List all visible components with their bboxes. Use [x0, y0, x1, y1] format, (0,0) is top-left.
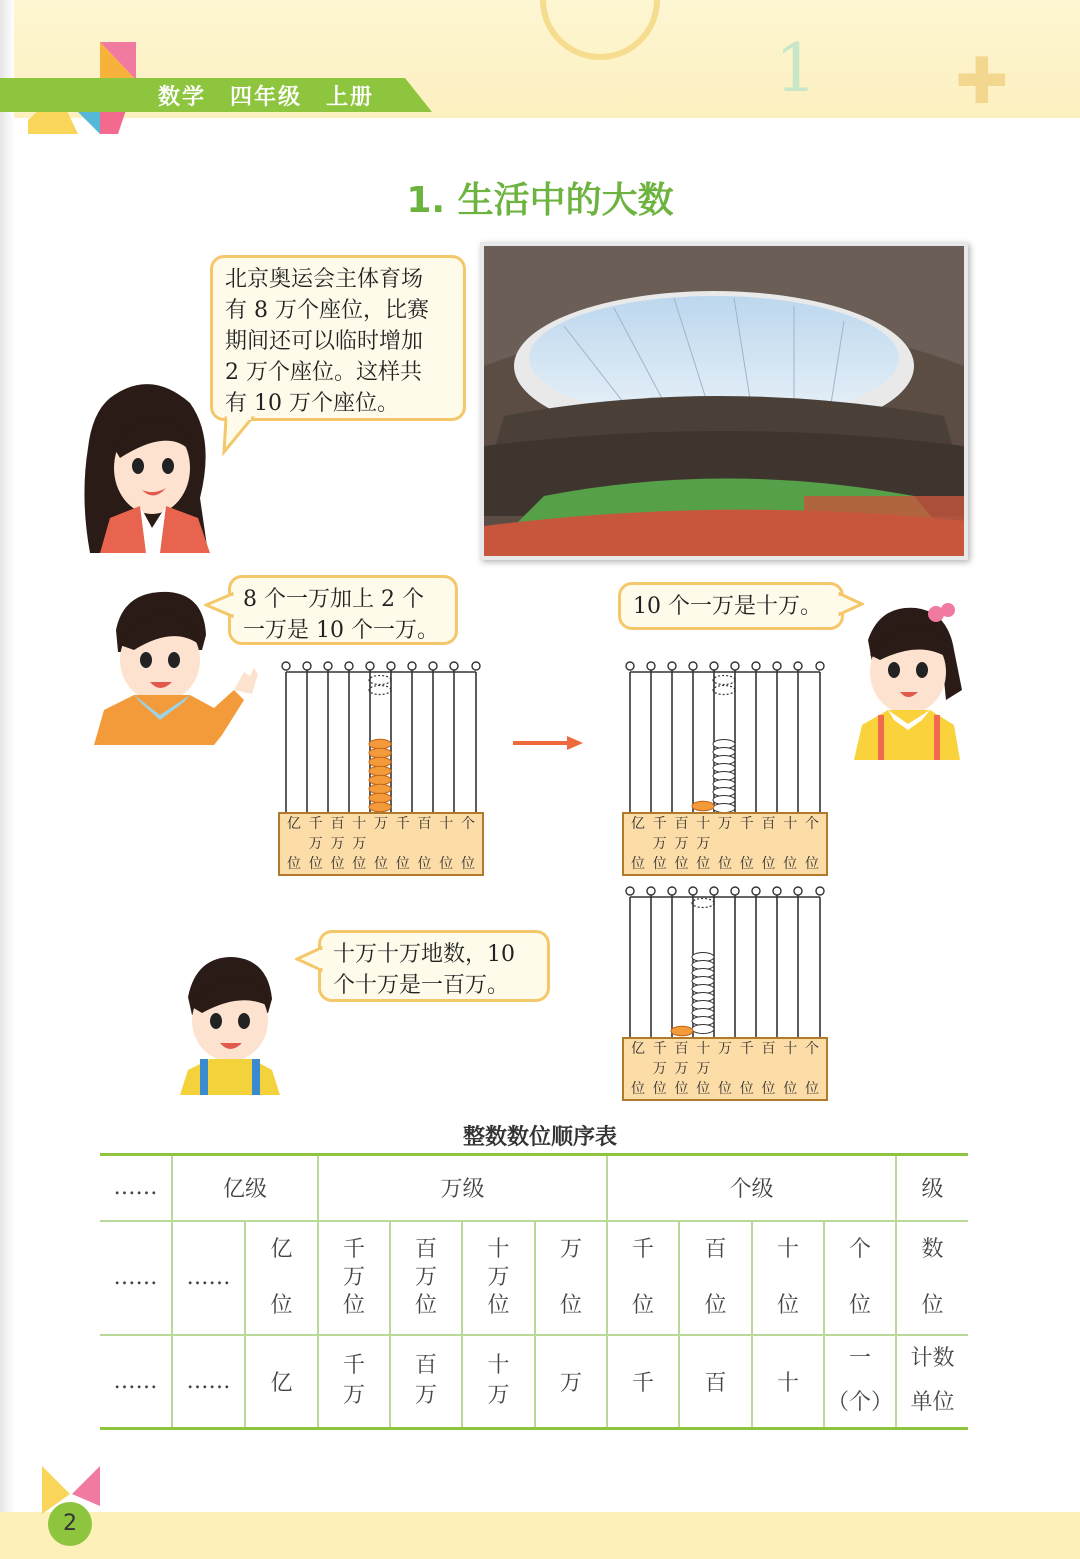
teacher-illustration	[80, 378, 225, 553]
table-cell-baiwan-unit: 百 万	[390, 1335, 462, 1429]
table-cell-qianwan-place: 千 万 位	[318, 1221, 390, 1335]
table-cell-qian-unit: 千	[607, 1335, 679, 1429]
arrow-right-icon	[513, 735, 583, 751]
table-cell-wan-level: 万级	[318, 1155, 607, 1221]
abacus-label-bai: 百 位	[417, 816, 432, 872]
number-one-decoration: 1	[775, 30, 817, 107]
abacus-label-wan: 万 位	[718, 816, 732, 872]
table-cell: ……	[172, 1335, 245, 1429]
abacus-label-shiwan: 十 万 位	[696, 816, 711, 872]
abacus-3	[622, 885, 828, 1101]
abacus-label-qianwan: 千 万 位	[308, 816, 323, 872]
girl-speech-bubble	[618, 582, 844, 630]
abacus-labels	[622, 814, 828, 874]
table-cell-wan-unit: 万	[535, 1335, 607, 1429]
page-number: 2	[48, 1502, 92, 1546]
abacus-label-bai: 百 位	[761, 816, 776, 872]
abacus-label-yi: 亿 位	[631, 1041, 645, 1097]
table-cell-level-label: 级	[896, 1155, 968, 1221]
footer-band	[0, 1512, 1080, 1559]
bubble-line: 有 10 万个座位。	[225, 391, 399, 416]
boy-speech-bubble	[228, 575, 458, 645]
abacus-label-shi: 十 位	[783, 816, 798, 872]
table-cell-place-label: 数 位	[896, 1221, 968, 1335]
book-header	[158, 80, 398, 111]
abacus-1	[278, 660, 484, 876]
page-title: 1. 生活中的大数	[406, 180, 674, 221]
table-cell-shiwan-unit: 十 万	[462, 1335, 535, 1429]
bubble-tail-icon	[222, 416, 262, 456]
abacus-label-shi: 十 位	[783, 1041, 798, 1097]
table-cell: ……	[172, 1221, 245, 1335]
table-cell-unit-label: 计数 单位	[896, 1335, 968, 1429]
stadium-photo	[480, 242, 968, 560]
boy-waving-illustration	[94, 590, 259, 745]
table-cell-yi-unit: 亿	[245, 1335, 318, 1429]
abacus-label-yi: 亿 位	[631, 816, 645, 872]
abacus-label-wan: 万 位	[374, 816, 388, 872]
abacus-labels	[278, 814, 484, 874]
abacus-label-ge: 个 位	[805, 1041, 819, 1097]
table-cell-baiwan-place: 百 万 位	[390, 1221, 462, 1335]
bubble-line: 10 个一万是十万。	[633, 594, 822, 619]
abacus-label-baiwan: 百 万 位	[674, 816, 689, 872]
bubble-line: 北京奥运会主体育场	[225, 267, 424, 292]
abacus-label-ge: 个 位	[461, 816, 475, 872]
table-cell-ge-place: 个 位	[824, 1221, 896, 1335]
abacus-label-baiwan: 百 万 位	[674, 1041, 689, 1097]
table-cell-yi-place: 亿 位	[245, 1221, 318, 1335]
girl-illustration	[850, 600, 965, 760]
abacus-label-ge: 个 位	[805, 816, 819, 872]
teacher-speech-bubble	[210, 255, 466, 421]
table-title: 整数数位顺序表	[462, 1125, 617, 1150]
bubble-line: 2 万个座位。这样共	[225, 360, 422, 385]
table-cell-ge-level: 个级	[607, 1155, 896, 1221]
plus-decoration: ✚	[955, 45, 1009, 119]
bubble-line: 十万十万地数，10	[333, 942, 515, 967]
page-spine	[0, 0, 14, 1559]
table-row-places	[100, 1221, 968, 1335]
bubble-line: 一万是 10 个一万。	[243, 618, 439, 643]
boy2-illustration	[180, 955, 280, 1095]
abacus-labels	[622, 1039, 828, 1099]
abacus-2	[622, 660, 828, 876]
abacus-label-qianwan: 千 万 位	[652, 816, 667, 872]
table-cell-shi-unit: 十	[752, 1335, 824, 1429]
abacus-label-shi: 十 位	[439, 816, 454, 872]
abacus-label-baiwan: 百 万 位	[330, 816, 345, 872]
grade-label: 四年级	[230, 85, 303, 110]
table-cell: ……	[100, 1155, 172, 1221]
bubble-tail-icon	[295, 946, 323, 972]
table-cell-bai-place: 百 位	[679, 1221, 752, 1335]
abacus-label-shiwan: 十 万 位	[696, 1041, 711, 1097]
abacus-label-qian: 千 位	[739, 1041, 754, 1097]
bubble-line: 8 个一万加上 2 个	[243, 587, 424, 612]
table-cell: ……	[100, 1335, 172, 1429]
sun-decoration	[540, 0, 660, 60]
table-row-levels	[100, 1155, 968, 1221]
table-cell-qian-place: 千 位	[607, 1221, 679, 1335]
bubble-line: 期间还可以临时增加	[225, 329, 424, 354]
abacus-label-bai: 百 位	[761, 1041, 776, 1097]
abacus-label-qianwan: 千 万 位	[652, 1041, 667, 1097]
table-cell: ……	[100, 1221, 172, 1335]
table-cell-ge-unit: 一 （个）	[824, 1335, 896, 1429]
volume-label: 上册	[326, 85, 375, 110]
subject-label: 数学	[158, 85, 207, 110]
table-cell-wan-place: 万 位	[535, 1221, 607, 1335]
table-cell-qianwan-unit: 千 万	[318, 1335, 390, 1429]
table-cell-shiwan-place: 十 万 位	[462, 1221, 535, 1335]
bubble-line: 个十万是一百万。	[333, 973, 510, 998]
table-row-units	[100, 1335, 968, 1429]
bubble-line: 有 8 万个座位，比赛	[225, 298, 429, 323]
table-cell-shi-place: 十 位	[752, 1221, 824, 1335]
abacus-label-qian: 千 位	[739, 816, 754, 872]
boy2-speech-bubble	[318, 930, 550, 1002]
abacus-label-wan: 万 位	[718, 1041, 732, 1097]
abacus-label-qian: 千 位	[395, 816, 410, 872]
table-cell-yi-level: 亿级	[172, 1155, 318, 1221]
abacus-label-shiwan: 十 万 位	[352, 816, 367, 872]
abacus-label-yi: 亿 位	[287, 816, 301, 872]
table-cell-bai-unit: 百	[679, 1335, 752, 1429]
place-value-table	[100, 1153, 968, 1430]
